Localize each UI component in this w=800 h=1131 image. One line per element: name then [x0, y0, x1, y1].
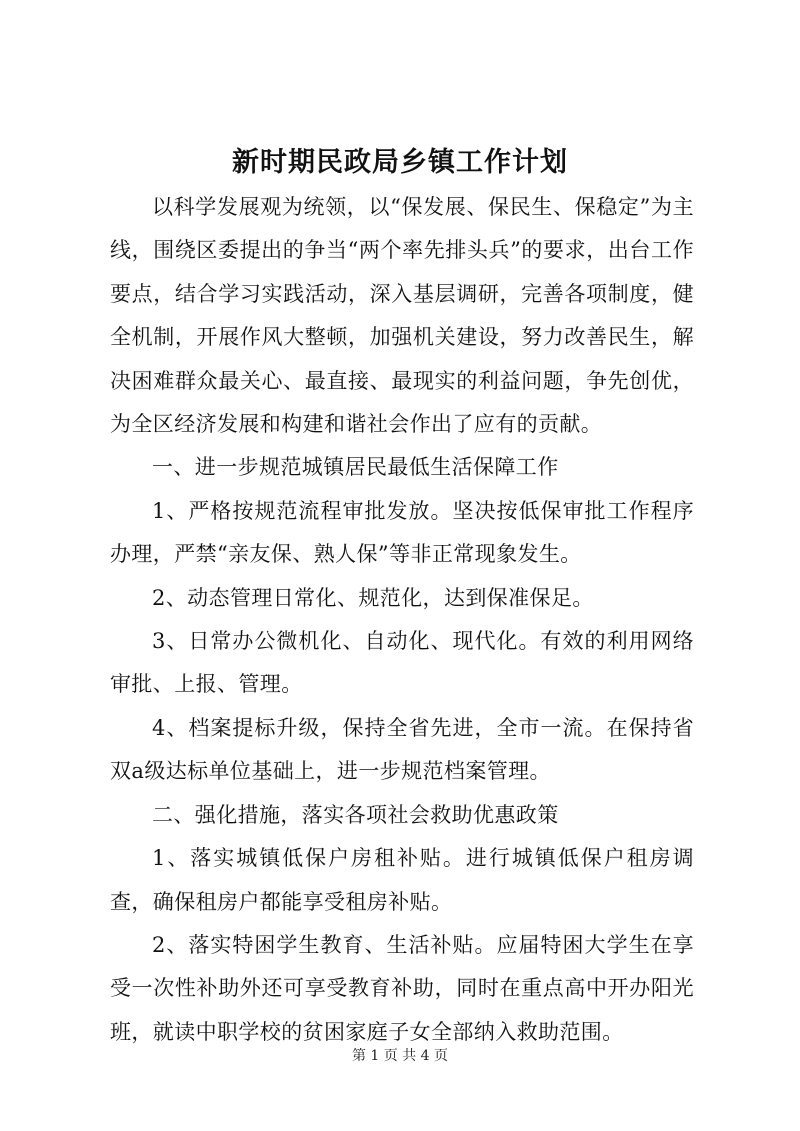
paragraph-1-2: 2、动态管理日常化、规范化，达到保准保足。: [152, 585, 594, 610]
page-footer: [0, 1045, 800, 1065]
document-body: [110, 186, 694, 1054]
section-heading-1: 一、进一步规范城镇居民最低生活保障工作: [152, 455, 559, 480]
paragraph-2-2: 2、落实特困学生教育、生活补贴。应届特困大学生在享受一次性补助外还可享受教育补助，同时在重点高中开办阳光班，就读中职学校的贫困家庭子女全部纳入救助范围。: [110, 932, 694, 1044]
page-number: 第 1 页 共 4 页: [351, 1048, 449, 1064]
paragraph-1-1: 1、严格按规范流程审批发放。坚决按低保审批工作程序办理，严禁“亲友保、熟人保”等非正常现象发生。: [110, 498, 694, 567]
section-heading-2: 二、强化措施，落实各项社会救助优惠政策: [152, 802, 559, 827]
paragraph-1-4: 4、档案提标升级，保持全省先进，全市一流。在保持省双a级达标单位基础上，进一步规范档案管理。: [110, 715, 694, 784]
document-title: 新时期民政局乡镇工作计划: [232, 147, 568, 178]
paragraph-2-1: 1、落实城镇低保户房租补贴。进行城镇低保户租房调查，确保租房户都能享受租房补贴。: [110, 846, 694, 914]
paragraph-intro: 以科学发展观为统领，以“保发展、保民生、保稳定”为主线，围绕区委提出的争当“两个率先排头兵”的要求，出台工作要点，结合学习实践活动，深入基层调研，完善各项制度，健全机制，开展作风大整顿，加强机关建设，努力改善民生，解决困难群众最关心、最直接、最现实的利益问题，争先创优，为全区经济发展和构建和谐社会作出了应有的贡献。: [110, 195, 694, 437]
paragraph-1-3: 3、日常办公微机化、自动化、现代化。有效的利用网络审批、上报、管理。: [110, 629, 694, 697]
